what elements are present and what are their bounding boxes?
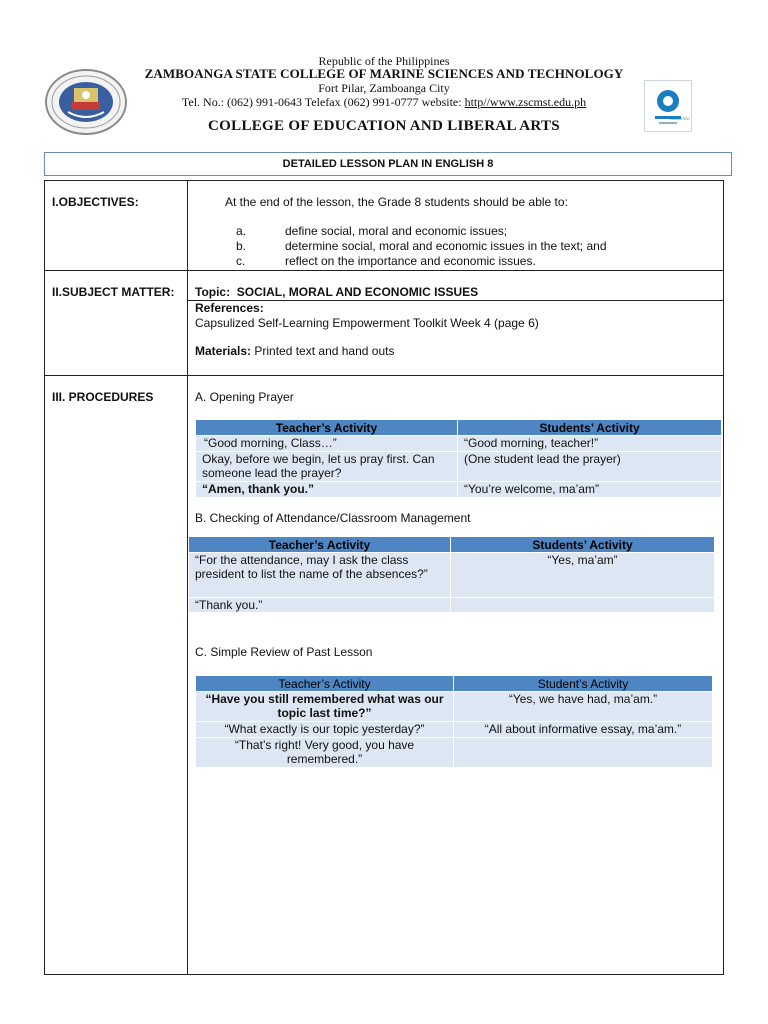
teacher-cell: “Have you still remembered what was our topic last time?”: [196, 692, 454, 722]
row-divider: [44, 375, 724, 376]
students-cell: “You’re welcome, ma’am”: [458, 482, 722, 498]
teacher-cell: “What exactly is our topic yesterday?”: [196, 722, 454, 738]
objective-letter: c.: [236, 254, 246, 268]
table-row: [196, 738, 713, 768]
references-label: References:: [195, 301, 264, 315]
college-name: COLLEGE OF EDUCATION AND LIBERAL ARTS: [208, 118, 560, 134]
table-row: [196, 436, 722, 452]
students-cell: [454, 738, 713, 768]
lesson-plan-title: DETAILED LESSON PLAN IN ENGLISH 8: [44, 152, 732, 176]
objective-letter: a.: [236, 224, 247, 238]
materials-line: [195, 344, 394, 358]
materials-label: Materials:: [195, 344, 252, 358]
table-header-row: [196, 420, 722, 436]
procedures-label: III. PROCEDURES: [52, 390, 154, 404]
students-cell: “Yes, we have had, ma’am.”: [454, 692, 713, 722]
objective-item: determine social, moral and economic issues in the text; and: [285, 239, 607, 253]
certification-badge: [644, 80, 692, 132]
references-value: Capsulized Self-Learning Empowerment Toolkit Week 4 (page 6): [195, 316, 539, 330]
teacher-cell: Okay, before we begin, let us pray first. Can someone lead the prayer?: [196, 452, 458, 482]
topic-value: SOCIAL, MORAL AND ECONOMIC ISSUES: [236, 285, 479, 299]
col-students-header: Students’ Activity: [458, 420, 722, 436]
section-c-heading: C. Simple Review of Past Lesson: [195, 645, 373, 659]
review-table: [195, 675, 713, 768]
table-row: [196, 452, 722, 482]
objective-item: reflect on the importance and economic issues.: [285, 254, 536, 268]
school-name: ZAMBOANGA STATE COLLEGE OF MARINE SCIENCES AND TECHNOLOGY: [144, 66, 624, 81]
school-address: Fort Pilar, Zamboanga City: [318, 81, 450, 95]
table-row: [189, 553, 715, 598]
objective-letter: b.: [236, 239, 247, 253]
students-cell: (One student lead the prayer): [458, 452, 722, 482]
col-students-header: Student’s Activity: [454, 676, 713, 692]
col-teacher-header: Teacher’s Activity: [189, 537, 451, 553]
contact-text: Tel. No.: (062) 991-0643 Telefax (062) 991-0777 website:: [181, 95, 465, 109]
table-row: [196, 692, 713, 722]
subject-matter-label: II.SUBJECT MATTER:: [52, 285, 175, 299]
teacher-cell: “That’s right! Very good, you have remembered.”: [196, 738, 454, 768]
teacher-cell: “Good morning, Class…”: [196, 436, 458, 452]
cert-label: SOCOTEC: [670, 116, 690, 121]
teacher-cell: “Thank you.”: [189, 598, 451, 613]
row-divider: [44, 270, 724, 271]
opening-prayer-table: [195, 419, 722, 498]
col-teacher-header: Teacher’s Activity: [196, 676, 454, 692]
row-divider: [187, 300, 724, 301]
topic-line: [195, 285, 478, 299]
website-link[interactable]: http//www.zscmst.edu.ph: [464, 95, 587, 109]
attendance-table: [188, 536, 715, 613]
teacher-cell: “Amen, thank you.”: [196, 482, 458, 498]
section-a-heading: A. Opening Prayer: [195, 390, 294, 404]
table-row: [196, 482, 722, 498]
table-row: [189, 598, 715, 613]
students-cell: “All about informative essay, ma’am.”: [454, 722, 713, 738]
materials-value: Printed text and hand outs: [251, 344, 395, 358]
section-b-heading: B. Checking of Attendance/Classroom Management: [195, 511, 471, 525]
objectives-intro: At the end of the lesson, the Grade 8 students should be able to:: [225, 195, 568, 209]
school-seal-icon: [44, 68, 128, 136]
topic-prefix: Topic:: [195, 285, 237, 299]
objectives-label: I.OBJECTIVES:: [52, 195, 139, 209]
table-row: [196, 722, 713, 738]
republic-line: Republic of the Philippines: [318, 54, 450, 68]
students-cell: [451, 598, 715, 613]
table-header-row: [189, 537, 715, 553]
teacher-cell: “For the attendance, may I ask the class president to list the name of the absences?”: [189, 553, 451, 598]
col-students-header: Students’ Activity: [451, 537, 715, 553]
objective-item: define social, moral and economic issues;: [285, 224, 508, 238]
students-cell: “Good morning, teacher!”: [458, 436, 722, 452]
table-header-row: [196, 676, 713, 692]
students-cell: “Yes, ma’am”: [451, 553, 715, 598]
socotec-logo-icon: [645, 81, 691, 131]
col-teacher-header: Teacher’s Activity: [196, 420, 458, 436]
